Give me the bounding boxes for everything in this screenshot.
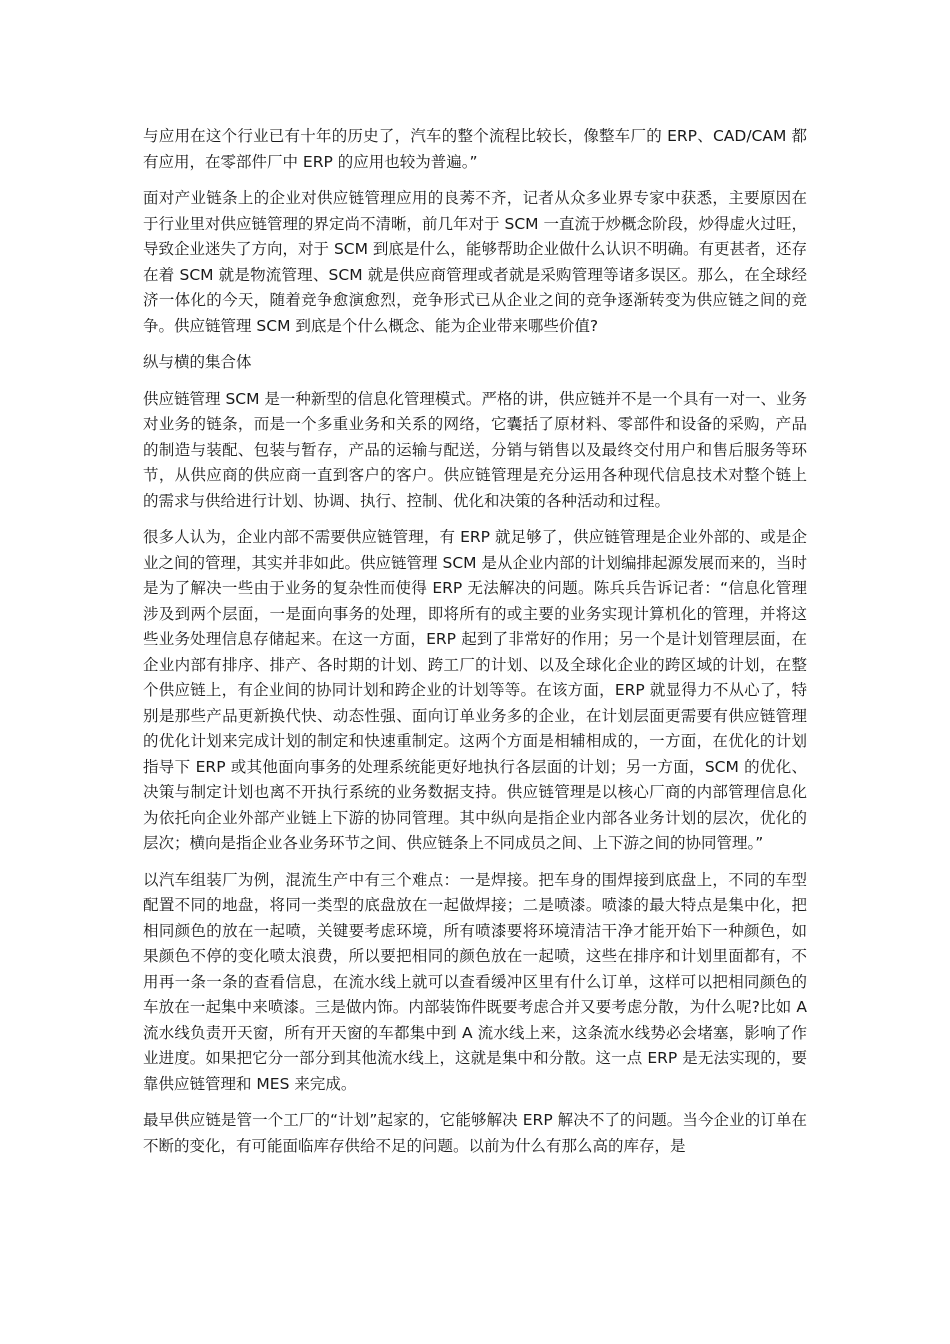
section-heading: 纵与横的集合体 xyxy=(143,353,252,371)
paragraph-auto-assembly-example: 以汽车组装厂为例，混流生产中有三个难点：一是焊接。把车身的围焊接到底盘上，不同的车型配置不同的地盘，将同一类型的底盘放在一起做焊接；二是喷漆。喷漆的最大特点是集中化，把相同颜色的放在一起喷，关键要考虑环境，所有喷漆要将环境清洁干净才能开始下一种颜色，如果颜色不停的变化喷太浪费，所以要把相同的颜色放在一起喷，这些在排序和计划里面都有，不用再一条一条的查看信息，在流水线上就可以查看缓冲区里有什么订单，这样可以把相同颜色的车放在一起集中来喷漆。三是做内饰。内部装饰件既要考虑合并又要考虑分散，为什么呢?比如 A 流水线负责开天窗，所有开天窗的车都集中到 A 流水线上来，这条流水线势必会堵塞，影响了作业进度。如果把它分一部分到其他流水线上，这就是集中和分散。这一点 ERP 是无法实现的，要靠供应链管理和 MES 来完成。 xyxy=(143,870,807,1093)
paragraph-scm-misconceptions: 面对产业链条上的企业对供应链管理应用的良莠不齐，记者从众多业界专家中获悉，主要原因在于行业里对供应链管理的界定尚不清晰，前几年对于 SCM 一直流于炒概念阶段，炒得虚火过旺，导致企业迷失了方向，对于 SCM 到底是什么，能够帮助企业做什么认识不明确。有更甚者，还存在着 SCM 就是物流管理、SCM 就是供应商管理或者就是采购管理等诸多误区。那么，在全球经济一体化的今天，随着竞争愈演愈烈，竞争形式已从企业之间的竞争逐渐转变为供应链之间的竞争。供应链管理 SCM 到底是个什么概念、能为企业带来哪些价值? xyxy=(143,189,807,335)
paragraph-erp-vs-scm: 很多人认为，企业内部不需要供应链管理，有 ERP 就足够了，供应链管理是企业外部的、或是企业之间的管理，其实并非如此。供应链管理 SCM 是从企业内部的计划编排起源发展而来的，当时是为了解决一些由于业务的复杂性而使得 ERP 无法解决的问题。陈兵兵告诉记者：“信息化管理涉及到两个层面，一是面向事务的处理，即将所有的或主要的业务实现计算机化的管理，并将这些业务处理信息存储起来。在这一方面，ERP 起到了非常好的作用；另一个是计划管理层面，在企业内部有排序、排产、各时期的计划、跨工厂的计划、以及全球化企业的跨区域的计划，在整个供应链上，有企业间的协同计划和跨企业的计划等等。在该方面，ERP 就显得力不从心了，特别是那些产品更新换代快、动态性强、面向订单业务多的企业，在计划层面更需要有供应链管理的优化计划来完成计划的制定和快速重制定。这两个方面是相辅相成的，一方面，在优化的计划指导下 ERP 或其他面向事务的处理系统能更好地执行各层面的计划；另一方面，SCM 的优化、决策与制定计划也离不开执行系统的业务数据支持。供应链管理是以核心厂商的内部管理信息化为依托向企业外部产业链上下游的协同管理。其中纵向是指企业内部各业务计划的层次，优化的层次；横向是指企业各业务环节之间、供应链条上不同成员之间、上下游之间的协同管理。” xyxy=(143,528,807,852)
paragraph-intro-continuation: 与应用在这个行业已有十年的历史了，汽车的整个流程比较长，像整车厂的 ERP、CAD/CAM 都有应用，在零部件厂中 ERP 的应用也较为普遍。” xyxy=(143,127,807,171)
paragraph-scm-definition: 供应链管理 SCM 是一种新型的信息化管理模式。严格的讲，供应链并不是一个具有一对一、业务对业务的链条，而是一个多重业务和关系的网络，它囊括了原材料、零部件和设备的采购，产品的制造与装配、包装与暂存，产品的运输与配送，分销与销售以及最终交付用户和售后服务等环节，从供应商的供应商一直到客户的客户。供应链管理是充分运用各种现代信息技术对整个链上的需求与供给进行计划、协调、执行、控制、优化和决策的各种活动和过程。 xyxy=(143,389,807,510)
paragraph-early-supply-chain: 最早供应链是管一个工厂的“计划”起家的，它能够解决 ERP 解决不了的问题。当今企业的订单在不断的变化，有可能面临库存供给不足的问题。以前为什么有那么高的库存，是 xyxy=(143,1111,807,1155)
document-body xyxy=(143,124,807,1170)
